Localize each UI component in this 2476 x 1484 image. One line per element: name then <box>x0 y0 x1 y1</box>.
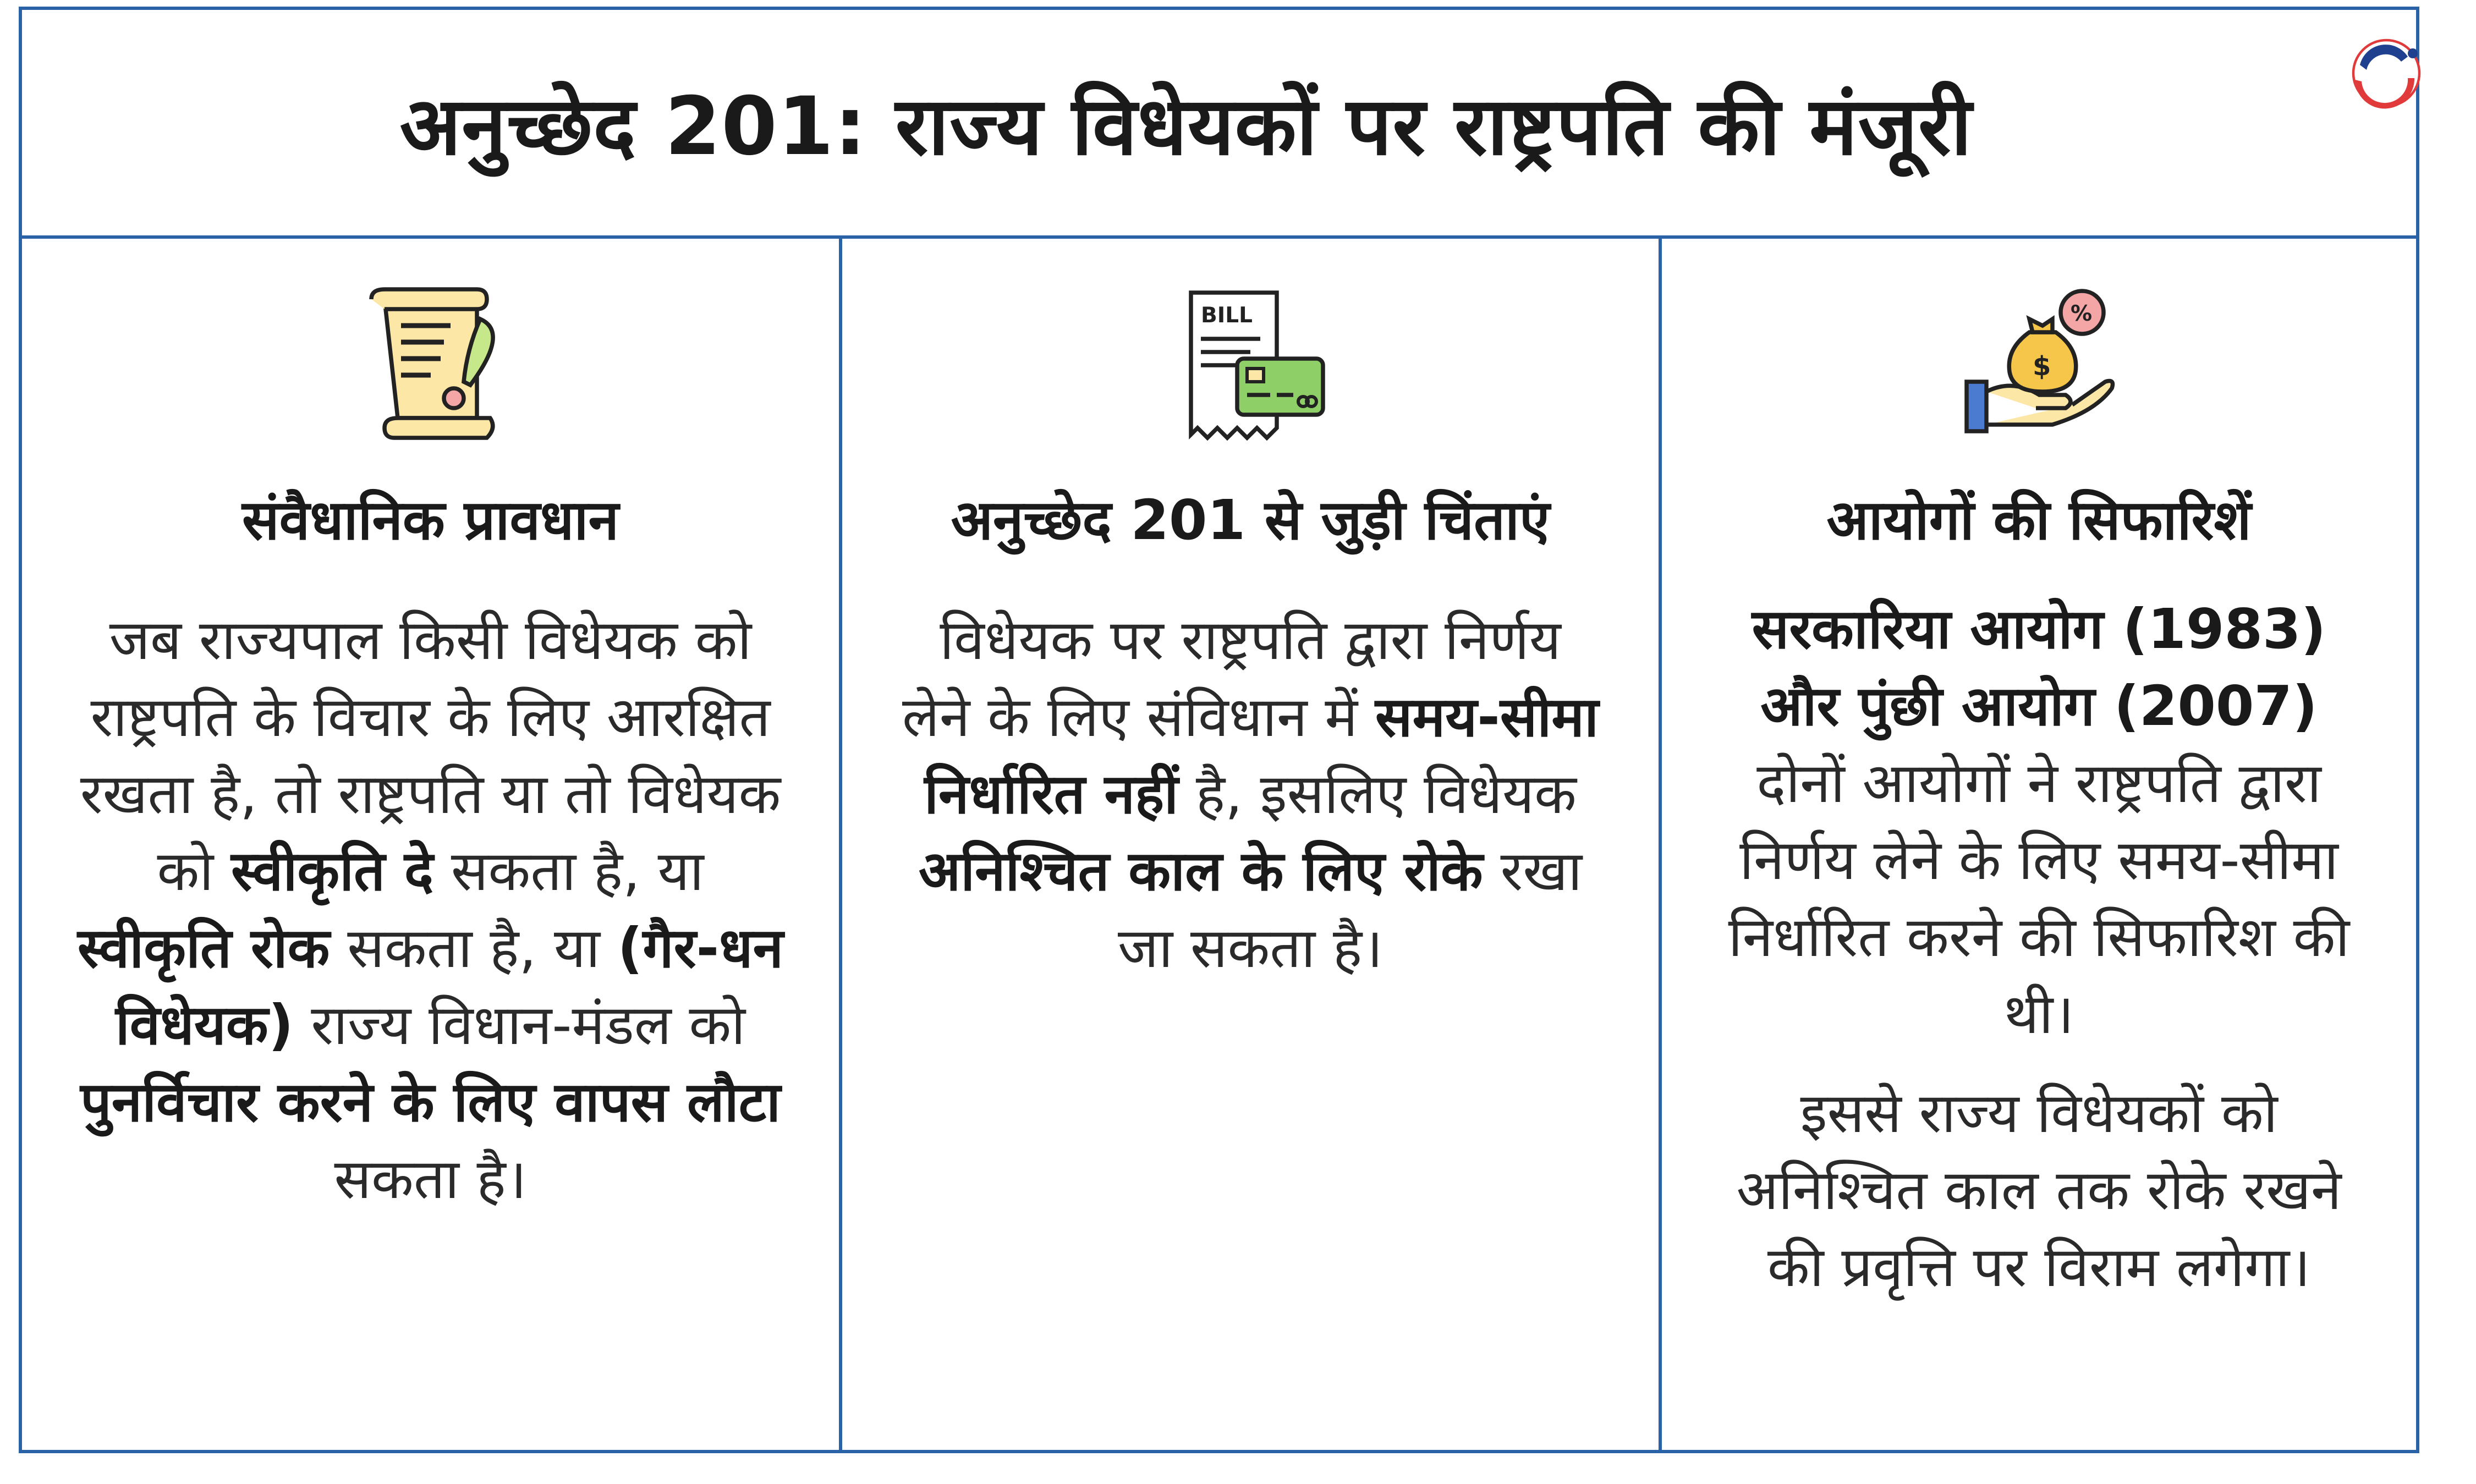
text-segment: सकता है, या <box>433 839 704 903</box>
column-heading: आयोगों की सिफारिशें <box>1826 488 2252 552</box>
commission-names: सरकारिया आयोग (1983) और पुंछी आयोग (2007) <box>1752 597 2326 738</box>
column-article-concerns <box>839 239 1659 1450</box>
column-commission-recommendations <box>1659 239 2416 1450</box>
text-segment: सकता है। <box>334 1147 527 1211</box>
text-segment: सकता है, या <box>330 916 618 980</box>
columns <box>22 239 2416 1450</box>
recommendation-text: दोनों आयोगों ने राष्ट्रपति द्वारा निर्णय लेने के लिए समय-सीमा निर्धारित करने की सिफारिश की थी। <box>1728 751 2350 1046</box>
column-heading: संवैधानिक प्रावधान <box>242 488 619 552</box>
text-segment: रखा जा सकता है। <box>1118 839 1583 980</box>
brand-logo-icon <box>2343 32 2426 114</box>
title-bar <box>22 10 2416 239</box>
svg-text:%: % <box>2070 301 2092 326</box>
money-bag-hand-icon <box>1957 283 2122 448</box>
bold-segment: स्वीकृति रोक <box>77 916 330 980</box>
bold-segment: (गैर-धन विधेयक) <box>115 916 784 1057</box>
bold-segment: समय-सीमा निर्धारित नहीं <box>924 685 1599 826</box>
svg-text:$: $ <box>2032 351 2051 382</box>
column-body-text <box>1717 591 2361 1306</box>
bill-card-icon <box>1168 283 1333 448</box>
text-segment: जब राज्यपाल किसी विधेयक को राष्ट्रपति के विचार के लिए आरक्षित रखता है, तो राष्ट्रपति या तो विधेयक को <box>80 608 781 903</box>
text-segment: है, इसलिए विधेयक <box>1178 762 1577 826</box>
text-segment: राज्य विधान-मंडल को <box>293 993 746 1057</box>
text-segment: विधेयक पर राष्ट्रपति द्वारा निर्णय लेने के लिए संविधान में <box>902 608 1561 749</box>
page-title: अनुच्छेद 201: राज्य विधेयकों पर राष्ट्रपति की मंजूरी <box>399 79 1973 173</box>
column-constitutional-provision <box>22 239 839 1450</box>
impact-text: इससे राज्य विधेयकों को अनिश्चित काल तक रोके रखने की प्रवृत्ति पर विराम लगेगा। <box>1736 1081 2342 1299</box>
infographic-frame <box>19 7 2419 1453</box>
scroll-quill-icon <box>348 283 513 448</box>
bold-segment: पुनर्विचार करने के लिए वापस लौटा <box>80 1070 781 1134</box>
column-body-text <box>897 602 1604 987</box>
bold-segment: अनिश्चित काल के लिए रोके <box>918 839 1483 903</box>
bill-label: BILL <box>1201 303 1253 328</box>
bold-segment: स्वीकृति दे <box>231 839 434 903</box>
column-heading: अनुच्छेद 201 से जुड़ी चिंताएं <box>951 488 1550 552</box>
column-body-text <box>77 602 784 1218</box>
